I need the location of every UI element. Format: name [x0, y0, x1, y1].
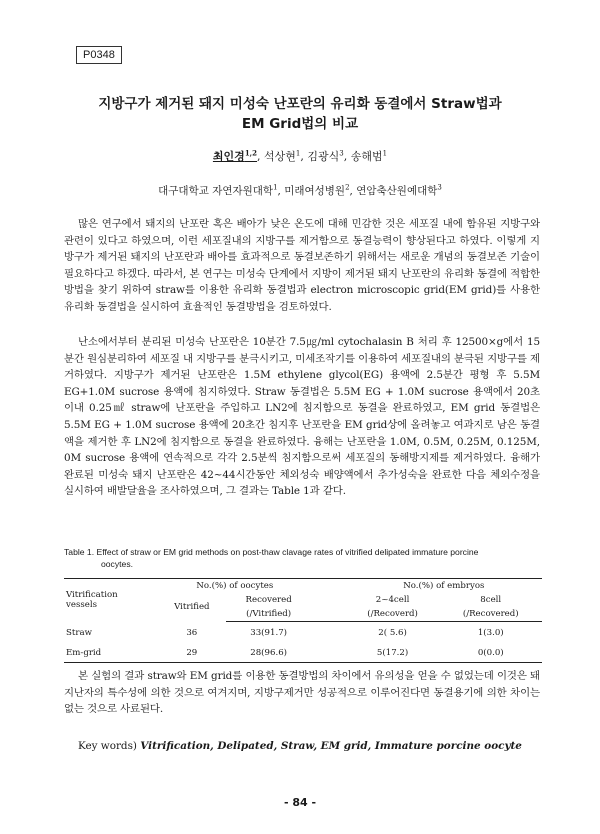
keywords: [78, 740, 548, 752]
methods-paragraph: 난소에서부터 분리된 미성숙 난포란은 10분간 7.5㎍/ml cytochalasin B 처리 후 12500×g에서 15분간 원심분리하여 세포질 내 지방구를 분극시키고, 미세조작기를 이용하여 세포질내의 분극된 지방구를 제거하였다. 지방구가 제거된 난포란은 1.5M ethylene glycol(EG) 용액에 2.5분간 평형 후 5.5M EG+1.0M sucrose 용액에 침지하였다. Straw 동결법은 5.5M EG + 1.0M sucrose 용액에서 20초 이내 0.25㎖ straw에 난포란을 주입하고 LN2에 침지함으로 동결을 완료하였고, EM grid 동결법은 5.5M EG + 1.0M sucrose 용액에 20초간 침지후 난포란을 EM grid상에 올려놓고 여과지로 남은 동결액을 제거한 후 LN2에 침지함으로 동결을 완료하였다. 융해는 난포란을 1.0M, 0.5M, 0.25M, 0.125M, 0M sucrose 용액에 연속적으로 각각 2.5분씩 침지함으로써 세포질의 동해방지제를 제거하였다. 융해가 완료된 미성숙 돼지 난포란은 42~44시간동안 체외성숙 배양액에서 추가성숙을 완료한 다음 체외수정을 실시하여 배발달율을 조사하였으며, 그 결과는 Table 1과 같다.: [64, 336, 540, 498]
header-8cell-sub: (/Recovered): [439, 607, 542, 622]
header-vessels: Vitrification vessels: [64, 579, 158, 622]
affiliation-list: 대구대학교 자연자원대학$^1$, 미래여성병원$^2$, 연암축산원예대학$^3$: [158, 183, 442, 197]
intro-paragraph: 많은 연구에서 돼지의 난포란 혹은 배아가 낮은 온도에 대해 민감한 것은 세포질 내에 함유된 지방구와 관련이 있다고 하였으며, 이런 세포질내의 지방구를 제거함으로 동결능력이 향상된다고 하였다. 이렇게 지방구가 제거된 돼지의 난포란과 배아를 효과적으로 동결보존하기 위해서는 새로운 개념의 동결보존 기술이 필요하다고 하겠다. 따라서, 본 연구는 미성숙 단계에서 지방이 제거된 돼지 난포란의 유리화 동결에 적합한 방법을 찾기 위하여 straw를 이용한 유리화 동결법과 electron microscopic grid(EM grid)를 사용한 유리화 동결법을 실시하여 효율적인 동결방법을 검토하였다.: [64, 218, 540, 313]
table-caption: Table 1. Effect of straw or EM grid methods on post-thaw clavage rates of vitrified delipated immature porcine oocytes.: [64, 547, 479, 569]
header-recovered-sub: (/Vitrified): [226, 607, 312, 622]
title-line-2: EM Grid법의 비교: [241, 116, 359, 132]
header-oocytes: No.(%) of oocytes: [158, 579, 312, 594]
header-2to4cell-sub: (/Recoverd): [346, 607, 440, 622]
affiliation-2: 미래여성병원$^2$: [284, 183, 350, 197]
author-3: 김광식$^3$: [307, 149, 344, 163]
keywords-list: Vitrification, Delipated, Straw, EM grid, Immature porcine oocyte: [140, 740, 522, 752]
affiliation-1: 대구대학교 자연자원대학$^1$: [158, 183, 278, 197]
page-number: - 84 -: [283, 796, 317, 809]
author-1: 최인경$^{1,2}$: [212, 148, 257, 163]
author-list: 최인경$^{1,2}$, 석상현$^1$, 김광식$^3$, 송해범$^1$: [212, 148, 388, 163]
abstract-code: P0348: [76, 46, 122, 64]
author-2: 석상현$^1$: [264, 149, 301, 163]
affiliation-3: 연암축산원예대학$^3$: [356, 183, 442, 197]
header-recovered: Recovered: [245, 595, 292, 605]
header-embryos: No.(%) of embryos: [346, 579, 542, 594]
author-4: 송해범$^1$: [350, 149, 388, 163]
header-vitrified: Vitrified: [174, 602, 210, 613]
table-row: Em-grid 29 28(96.6) 5(17.2) 0(0.0): [64, 640, 542, 663]
title-line-1: 지방구가 제거된 돼지 미성숙 난포란의 유리화 동결에서 Straw법과: [98, 96, 502, 112]
header-2to4cell: 2~4cell: [375, 595, 410, 605]
conclusion-paragraph: 본 실험의 결과 straw와 EM grid를 이용한 동결방법의 차이에서 유의성을 얻을 수 없었는데 이것은 돼지난자의 특수성에 의한 것으로 여겨지며, 지방구제거만 성공적으로 이루어진다면 동결용기에 의한 차이는 없는 것으로 사료된다.: [64, 670, 540, 716]
header-8cell: 8cell: [480, 595, 502, 605]
table-row: Straw 36 33(91.7) 2( 5.6) 1(3.0): [66, 627, 504, 638]
results-table: [64, 578, 542, 663]
keywords-label: Key words): [78, 740, 137, 752]
